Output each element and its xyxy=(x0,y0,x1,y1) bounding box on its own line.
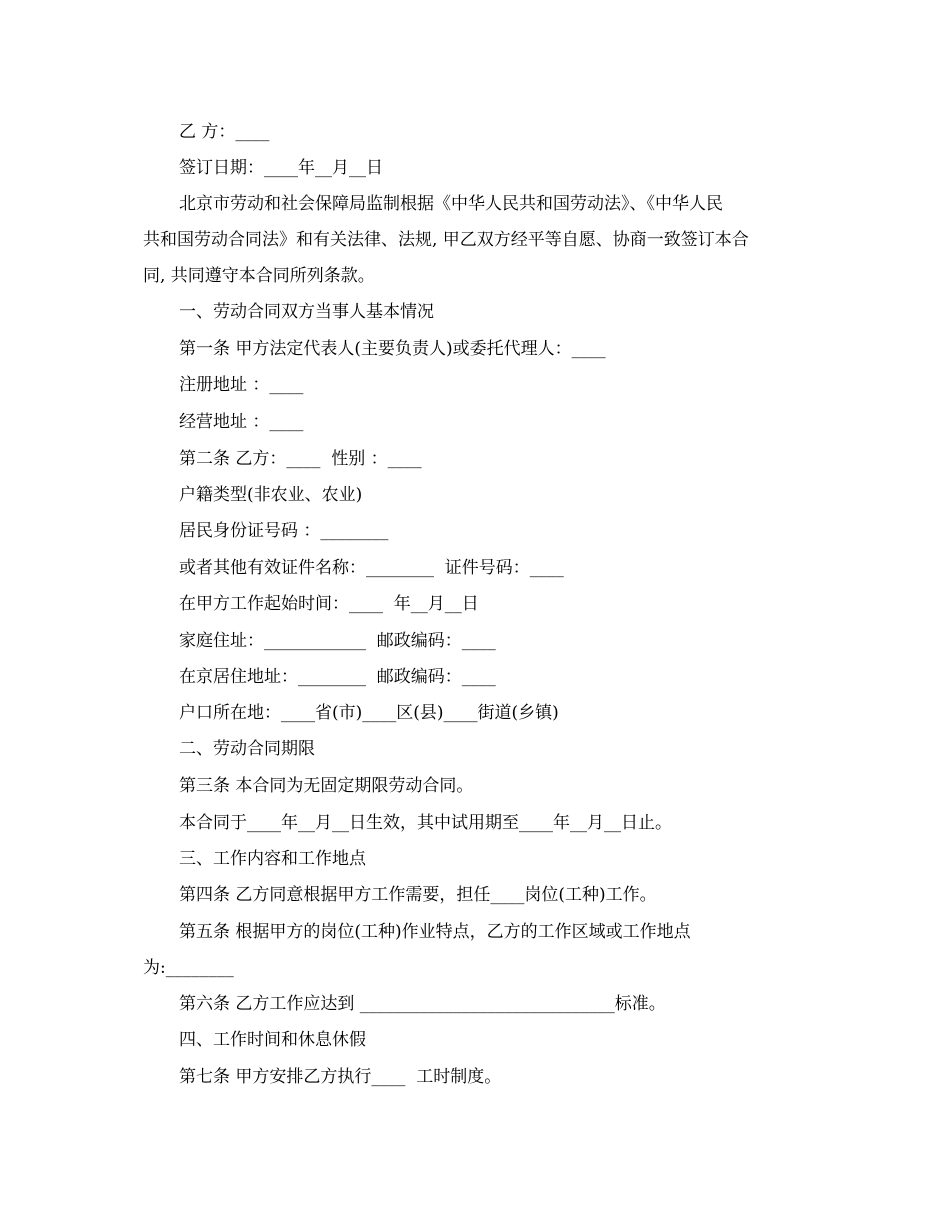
party-b-line: 乙 方：____ xyxy=(179,122,270,142)
preamble-line-2: 共和国劳动合同法》和有关法律、法规, 甲乙双方经平等自愿、协商一致签订本合 xyxy=(143,230,749,250)
article-3-line: 第三条 本合同为无固定期限劳动合同。 xyxy=(179,776,474,796)
business-address-line: 经营地址 ：____ xyxy=(179,412,304,432)
section-heading-4: 四、工作时间和休息休假 xyxy=(179,1030,366,1050)
id-number-line: 居民身份证号码 ：________ xyxy=(179,521,389,541)
article-6-line: 第六条 乙方工作应达到 ______________________________标准。 xyxy=(179,994,666,1014)
preamble-line-1: 北京市劳动和社会保障局监制根据《中华人民共和国劳动法》、《中华人民 xyxy=(179,194,723,214)
article-1-line: 第一条 甲方法定代表人(主要负责人)或委托代理人：____ xyxy=(179,339,606,359)
start-date-line: 在甲方工作起始时间：____ 年__月__日 xyxy=(179,594,479,614)
article-7-line: 第七条 甲方安排乙方执行____ 工时制度。 xyxy=(179,1067,502,1087)
other-id-line: 或者其他有效证件名称：________ 证件号码：____ xyxy=(179,558,564,578)
section-heading-1: 一、劳动合同双方当事人基本情况 xyxy=(179,302,434,322)
article-5-line: 第五条 根据甲方的岗位(工种)作业特点，乙方的工作区域或工作地点 xyxy=(179,922,691,942)
section-heading-3: 三、工作内容和工作地点 xyxy=(179,849,366,869)
section-heading-2: 二、劳动合同期限 xyxy=(179,739,315,759)
household-type-line: 户籍类型(非农业、农业) xyxy=(179,485,363,505)
beijing-address-line: 在京居住地址：________ 邮政编码：____ xyxy=(179,667,496,687)
article-4-line: 第四条 乙方同意根据甲方工作需要，担任____岗位(工种)工作。 xyxy=(179,885,657,905)
preamble-line-3: 同, 共同遵守本合同所列条款。 xyxy=(143,266,375,286)
registered-address-line: 注册地址 ：____ xyxy=(179,375,304,395)
home-address-line: 家庭住址：____________ 邮政编码：____ xyxy=(179,631,496,651)
article-5-continuation: 为:________ xyxy=(143,958,234,978)
signing-date-line: 签订日期：____年__月__日 xyxy=(179,158,383,178)
effective-date-line: 本合同于____年__月__日生效，其中试用期至____年__月__日止。 xyxy=(179,813,672,833)
hukou-location-line: 户口所在地：____省(市)____区(县)____街道(乡镇) xyxy=(179,703,559,723)
article-2-line: 第二条 乙方：____ 性别 ：____ xyxy=(179,449,422,469)
